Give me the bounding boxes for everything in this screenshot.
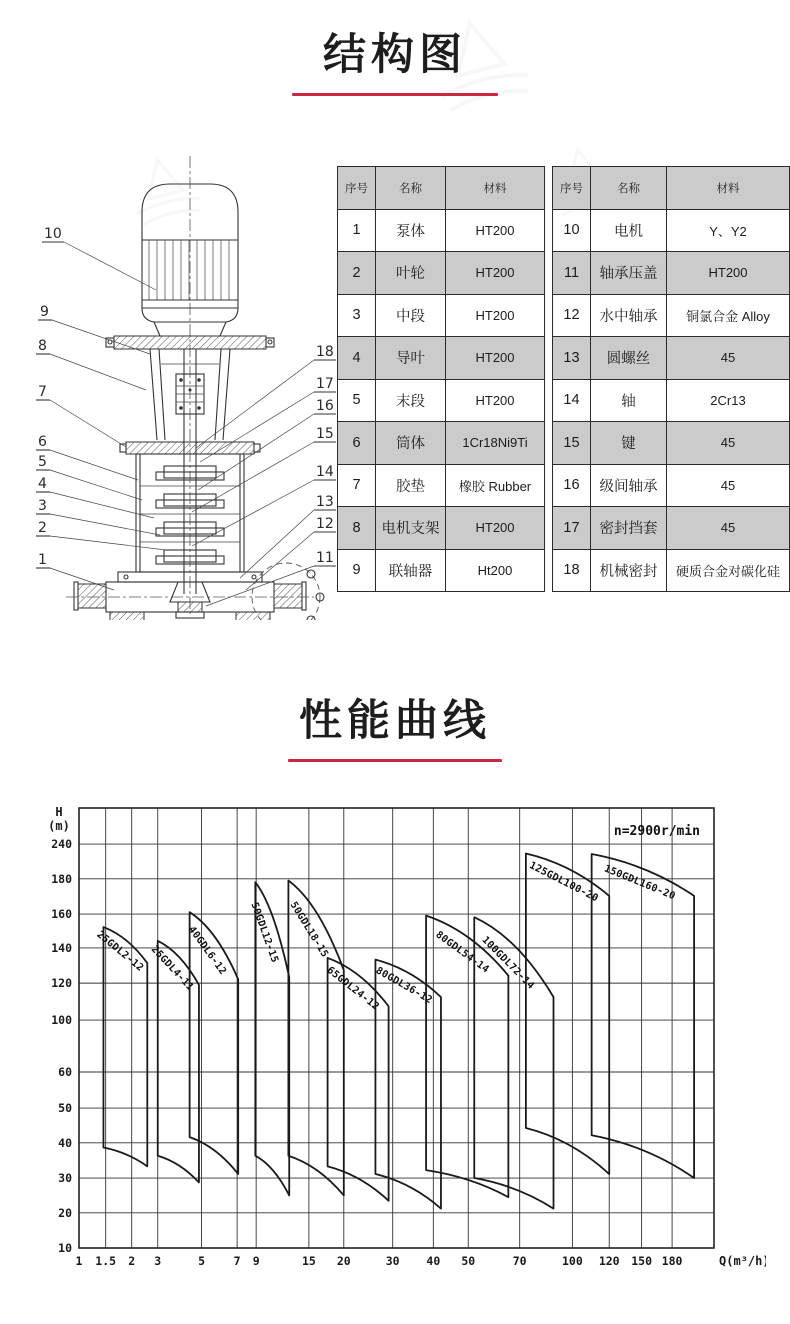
y-tick-label: 20 [58,1205,72,1220]
part-callout-2: 2 [38,520,47,536]
curve-label-125GDL100-20: 125GDL100-20 [527,860,600,905]
part-number: 17 [553,507,591,550]
part-callout-15: 15 [316,426,334,442]
part-name: 末段 [376,379,446,422]
part-name: 叶轮 [376,252,446,295]
column-header: 材料 [446,167,545,210]
part-number: 16 [553,464,591,507]
part-number: 8 [338,507,376,550]
part-row [338,507,545,550]
column-header: 材料 [667,167,790,210]
x-tick-label: 50 [461,1254,476,1268]
envelope-125GDL100-20 [526,853,609,1174]
part-callout-16: 16 [316,398,334,414]
x-tick-label: 9 [252,1254,260,1268]
section-performance-header [0,687,790,762]
part-callout-17: 17 [316,376,334,392]
leader-line [192,480,314,546]
part-number: 2 [338,252,376,295]
part-row [553,422,790,465]
leader-line [50,536,166,550]
part-material: 45 [667,464,790,507]
column-header: 名称 [591,167,667,210]
part-callout-11: 11 [316,550,334,566]
leader-line [246,532,314,590]
part-callout-9: 9 [40,304,49,320]
y-tick-label: 30 [58,1171,72,1186]
curve-label-25GDL4-11: 25GDL4-11 [148,944,196,994]
leader-line [196,360,314,448]
leader-line [50,450,138,480]
x-axis-label: Q(m³/h) [719,1254,766,1268]
x-tick-label: 15 [301,1254,316,1268]
part-name: 电机 [591,209,667,252]
column-header: 序号 [553,167,591,210]
part-callout-7: 7 [38,384,47,400]
pump-base [66,563,324,620]
part-callout-6: 6 [38,434,47,450]
part-row [338,422,545,465]
y-tick-label: 100 [51,1013,72,1028]
part-callout-4: 4 [38,476,47,492]
part-number: 11 [553,252,591,295]
x-tick-label: 120 [598,1254,620,1268]
part-row [338,549,545,592]
part-material: HT200 [446,337,545,380]
part-material: 1Cr18Ni9Ti [446,422,545,465]
y-tick-label: 40 [58,1135,72,1150]
structure-title: 结构图 [323,31,467,79]
y-tick-label: 180 [51,871,72,886]
motor-flange [106,336,274,349]
x-tick-label: 3 [154,1254,162,1268]
part-row [338,379,545,422]
part-material: Ht200 [446,549,545,592]
part-material: 硬质合金对碳化硅 [667,549,790,592]
speed-annotation: n=2900r/min [613,824,700,839]
part-number: 3 [338,294,376,337]
part-material: HT200 [446,507,545,550]
title-underline [288,759,502,762]
curve-label-150GDL160-20: 150GDL160-20 [602,863,677,903]
curve-label-50GDL18-15: 50GDL18-15 [287,900,331,960]
part-name: 水中轴承 [591,294,667,337]
y-tick-label: 140 [51,940,72,955]
leader-line [240,510,314,578]
part-row [553,294,790,337]
part-row [553,252,790,295]
curve-label-50GDL12-15: 50GDL12-15 [248,901,281,965]
y-tick-label: 10 [58,1241,72,1255]
part-number: 10 [553,209,591,252]
part-number: 7 [338,464,376,507]
part-material: HT200 [667,252,790,295]
y-tick-label: 160 [51,907,72,922]
leader-line [50,514,160,535]
part-name: 联轴器 [376,549,446,592]
part-callout-12: 12 [316,516,334,532]
part-callout-8: 8 [38,338,47,354]
part-name: 筒体 [376,422,446,465]
curve-label-80GDL36-12: 80GDL36-12 [373,965,435,1007]
title-underline [292,93,498,96]
x-tick-label: 20 [336,1254,351,1268]
x-tick-label: 150 [631,1254,653,1268]
part-number: 12 [553,294,591,337]
part-material: 45 [667,337,790,380]
y-axis-label: H [55,805,63,819]
part-material: 45 [667,507,790,550]
part-material: Y、Y2 [667,209,790,252]
part-callout-3: 3 [38,498,47,514]
column-header: 名称 [376,167,446,210]
y-tick-label: 120 [51,976,72,991]
part-material: 橡胶 Rubber [446,464,545,507]
column-header: 序号 [338,167,376,210]
part-callout-1: 1 [38,552,47,568]
x-tick-label: 1 [75,1254,83,1268]
part-row [553,209,790,252]
part-row [338,294,545,337]
part-material: HT200 [446,294,545,337]
performance-title: 性能曲线 [299,697,491,745]
curve-label-25GDL2-12: 25GDL2-12 [94,929,146,974]
x-tick-label: 40 [426,1254,441,1268]
part-callout-5: 5 [38,454,47,470]
structure-section [30,150,790,620]
parts-tables [337,166,790,592]
section-structure-header [0,21,790,96]
x-tick-label: 2 [128,1254,136,1268]
part-material: HT200 [446,252,545,295]
part-callout-13: 13 [316,494,334,510]
part-row [553,337,790,380]
part-row [338,337,545,380]
pump-top-plate [120,442,260,454]
curve-label-80GDL54-14: 80GDL54-14 [433,929,491,976]
performance-curves-svg [24,800,766,1312]
pump-structure-diagram [30,150,342,620]
part-name: 轴承压盖 [591,252,667,295]
part-number: 9 [338,549,376,592]
part-material: 2Cr13 [667,379,790,422]
leader-line [50,492,154,518]
curve-label-100GDL72-14: 100GDL72-14 [479,934,537,992]
curve-label-65GDL24-12: 65GDL24-12 [324,964,381,1013]
part-name: 中段 [376,294,446,337]
part-name: 泵体 [376,209,446,252]
x-tick-label: 100 [562,1254,583,1268]
part-number: 1 [338,209,376,252]
part-name: 轴 [591,379,667,422]
part-number: 18 [553,549,591,592]
part-number: 14 [553,379,591,422]
part-name: 电机支架 [376,507,446,550]
envelope-150GDL160-20 [592,854,694,1178]
part-number: 4 [338,337,376,380]
part-callout-10: 10 [44,226,62,242]
part-row [338,252,545,295]
y-tick-label: 60 [58,1065,72,1079]
part-row [553,507,790,550]
part-material: HT200 [446,209,545,252]
part-number: 6 [338,422,376,465]
part-number: 5 [338,379,376,422]
part-row [553,549,790,592]
part-row [338,209,545,252]
y-axis-label-unit: (m) [48,819,70,833]
part-material: HT200 [446,379,545,422]
part-callout-18: 18 [316,344,334,360]
leader-line [50,354,146,390]
part-number: 13 [553,337,591,380]
curve-label-40GDL6-12: 40GDL6-12 [185,924,229,978]
part-material: 45 [667,422,790,465]
x-tick-label: 5 [198,1254,206,1268]
part-name: 机械密封 [591,549,667,592]
part-number: 15 [553,422,591,465]
part-number-callouts [36,226,336,606]
leader-line [50,400,126,447]
x-tick-label: 70 [512,1254,527,1268]
x-tick-label: 7 [233,1254,241,1268]
x-tick-label: 180 [661,1254,683,1268]
part-row [553,464,790,507]
part-row [553,379,790,422]
performance-chart [24,800,766,1312]
parts-table-right [552,166,790,592]
y-tick-label: 50 [58,1101,72,1116]
part-name: 密封挡套 [591,507,667,550]
x-tick-label: 1.5 [95,1254,117,1268]
part-row [338,464,545,507]
part-name: 胶垫 [376,464,446,507]
part-name: 圆螺丝 [591,337,667,380]
part-callout-14: 14 [316,464,334,480]
x-tick-label: 30 [385,1254,400,1268]
part-name: 级间轴承 [591,464,667,507]
envelope-50GDL18-15 [288,881,343,1196]
part-name: 导叶 [376,337,446,380]
parts-table-left [337,166,545,592]
part-material: 铜氯合金 Alloy [667,294,790,337]
part-name: 键 [591,422,667,465]
y-tick-label: 240 [51,837,72,852]
